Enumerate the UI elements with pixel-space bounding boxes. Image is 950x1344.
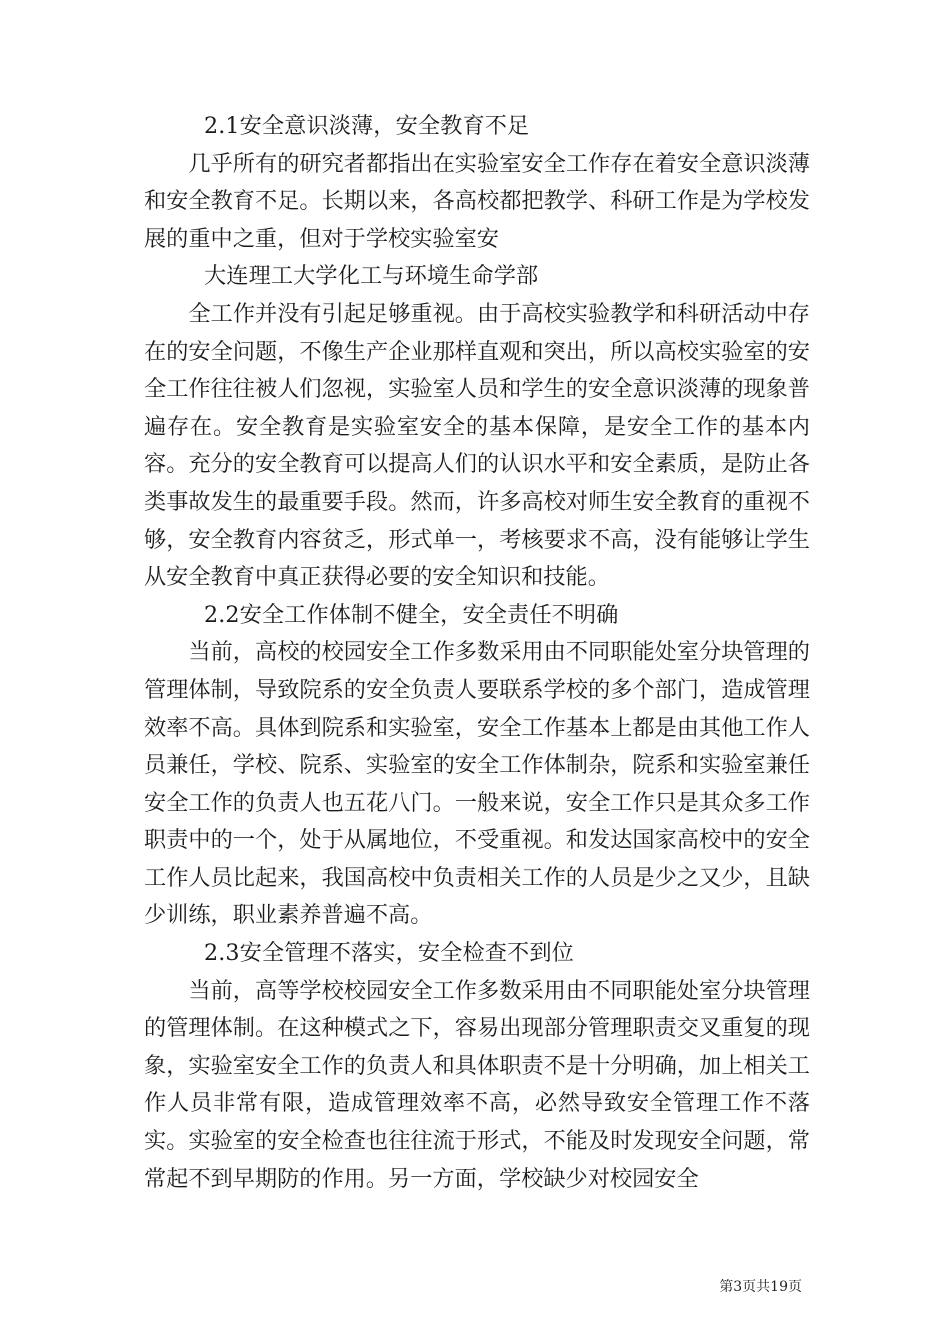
paragraph: 几乎所有的研究者都指出在实验室安全工作存在着安全意识淡薄和安全教育不足。长期以来，各高校都把教学、科研工作是为学校发展的重中之重，但对于学校实验室安 — [144, 150, 810, 252]
affiliation-line: 大连理工大学化工与环境生命学部 — [204, 263, 539, 290]
paragraph: 当前，高等学校校园安全工作多数采用由不同职能处室分块管理的管理体制。在这种模式之下，容易出现部分管理职责交叉重复的现象，实验室安全工作的负责人和具体职责不是十分明确，加上相关工作人员非常有限，造成管理效率不高，必然导致安全管理工作不落实。实验室的安全检查也往往流于形式，不能及时发现安全问题，常常起不到早期防的作用。另一方面，学校缺少对校园安全 — [144, 977, 810, 1192]
section-heading: 2.1安全意识淡薄，安全教育不足 — [204, 113, 530, 139]
document-body — [144, 108, 810, 1198]
section-heading: 2.2安全工作体制不健全，安全责任不明确 — [204, 601, 619, 628]
section-heading: 2.3安全管理不落实，安全检查不到位 — [204, 940, 574, 967]
paragraph: 全工作并没有引起足够重视。由于高校实验教学和科研活动中存在的安全问题，不像生产企业那样直观和突出，所以高校实验室的安全工作往往被人们忽视，实验室人员和学生的安全意识淡薄的现象普遍存在。安全教育是实验室安全的基本保障，是安全工作的基本内容。充分的安全教育可以提高人们的认识水平和安全素质，是防止各类事故发生的最重要手段。然而，许多高校对师生安全教育的重视不够，安全教育内容贫乏，形式单一，考核要求不高，没有能够让学生从安全教育中真正获得必要的安全知识和技能。 — [144, 300, 810, 591]
page-number: 第3页共19页 — [719, 1279, 802, 1295]
paragraph: 当前，高校的校园安全工作多数采用由不同职能处室分块管理的管理体制，导致院系的安全负责人要联系学校的多个部门，造成管理效率不高。具体到院系和实验室，安全工作基本上都是由其他工作人员兼任，学校、院系、实验室的安全工作体制杂，院系和实验室兼任安全工作的负责人也五花八门。一般来说，安全工作只是其众多工作职责中的一个，处于从属地位，不受重视。和发达国家高校中的安全工作人员比起来，我国高校中负责相关工作的人员是少之又少，且缺少训练，职业素养普遍不高。 — [144, 639, 810, 929]
